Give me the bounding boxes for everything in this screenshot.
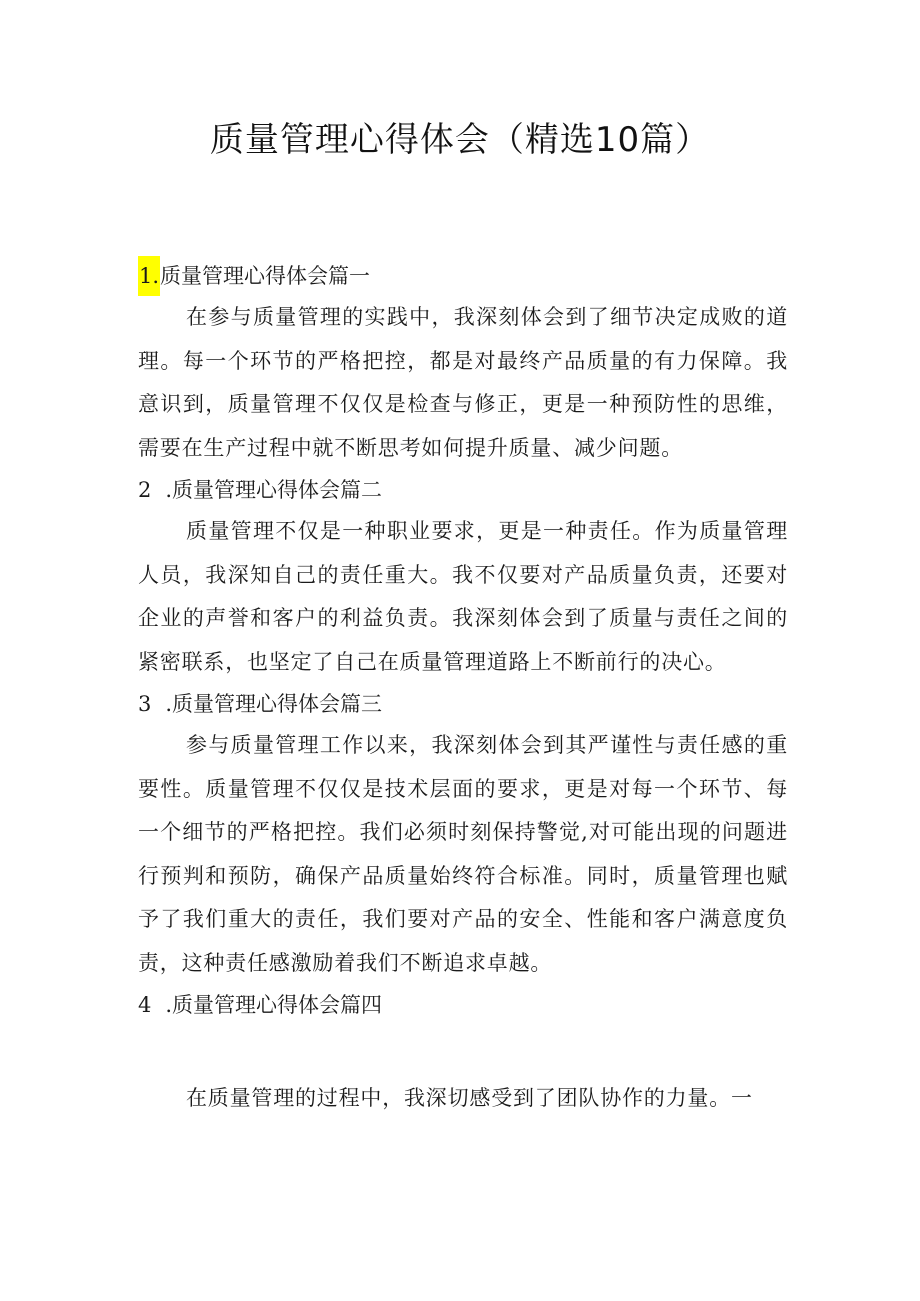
section-number: 2 xyxy=(138,478,152,502)
document-title: 质量管理心得体会（精选10篇） xyxy=(209,120,711,160)
section-number: 3 xyxy=(138,692,152,716)
section-heading-4 xyxy=(138,985,788,1025)
section-heading-3 xyxy=(138,684,788,724)
section-heading-2 xyxy=(138,470,788,510)
section-heading-text: .质量管理心得体会篇四 xyxy=(165,993,383,1017)
section-heading-text: .质量管理心得体会篇三 xyxy=(165,692,383,716)
document-body xyxy=(138,256,788,1121)
section-paragraph-3: 参与质量管理工作以来，我深刻体会到其严谨性与责任感的重要性。质量管理不仅仅是技术层面的要求，更是对每一个环节、每一个细节的严格把控。我们必须时刻保持警觉,对可能出现的问题进行预判和预防，确保产品质量始终符合标准。同时，质量管理也赋予了我们重大的责任，我们要对产品的安全、性能和客户满意度负责，这种责任感激励着我们不断追求卓越。 xyxy=(138,733,788,975)
section-number: 4 xyxy=(138,993,152,1017)
section-paragraph-1: 在参与质量管理的实践中，我深刻体会到了细节决定成败的道理。每一个环节的严格把控，都是对最终产品质量的有力保障。我意识到，质量管理不仅仅是检查与修正，更是一种预防性的思维，需要在生产过程中就不断思考如何提升质量、减少问题。 xyxy=(138,305,788,460)
section-heading-text: .质量管理心得体会篇二 xyxy=(165,478,383,502)
section-heading-1 xyxy=(138,256,788,296)
highlighted-section-number: 1. xyxy=(138,256,160,296)
section-heading-text: 质量管理心得体会篇一 xyxy=(160,264,371,288)
section-paragraph-4: 在质量管理的过程中，我深切感受到了团队协作的力量。一 xyxy=(186,1086,753,1110)
section-paragraph-2: 质量管理不仅是一种职业要求，更是一种责任。作为质量管理人员，我深知自己的责任重大。我不仅要对产品质量负责，还要对企业的声誉和客户的利益负责。我深刻体会到了质量与责任之间的紧密联系，也坚定了自己在质量管理道路上不断前行的决心。 xyxy=(138,519,788,674)
paragraph-spacer xyxy=(138,1025,788,1077)
